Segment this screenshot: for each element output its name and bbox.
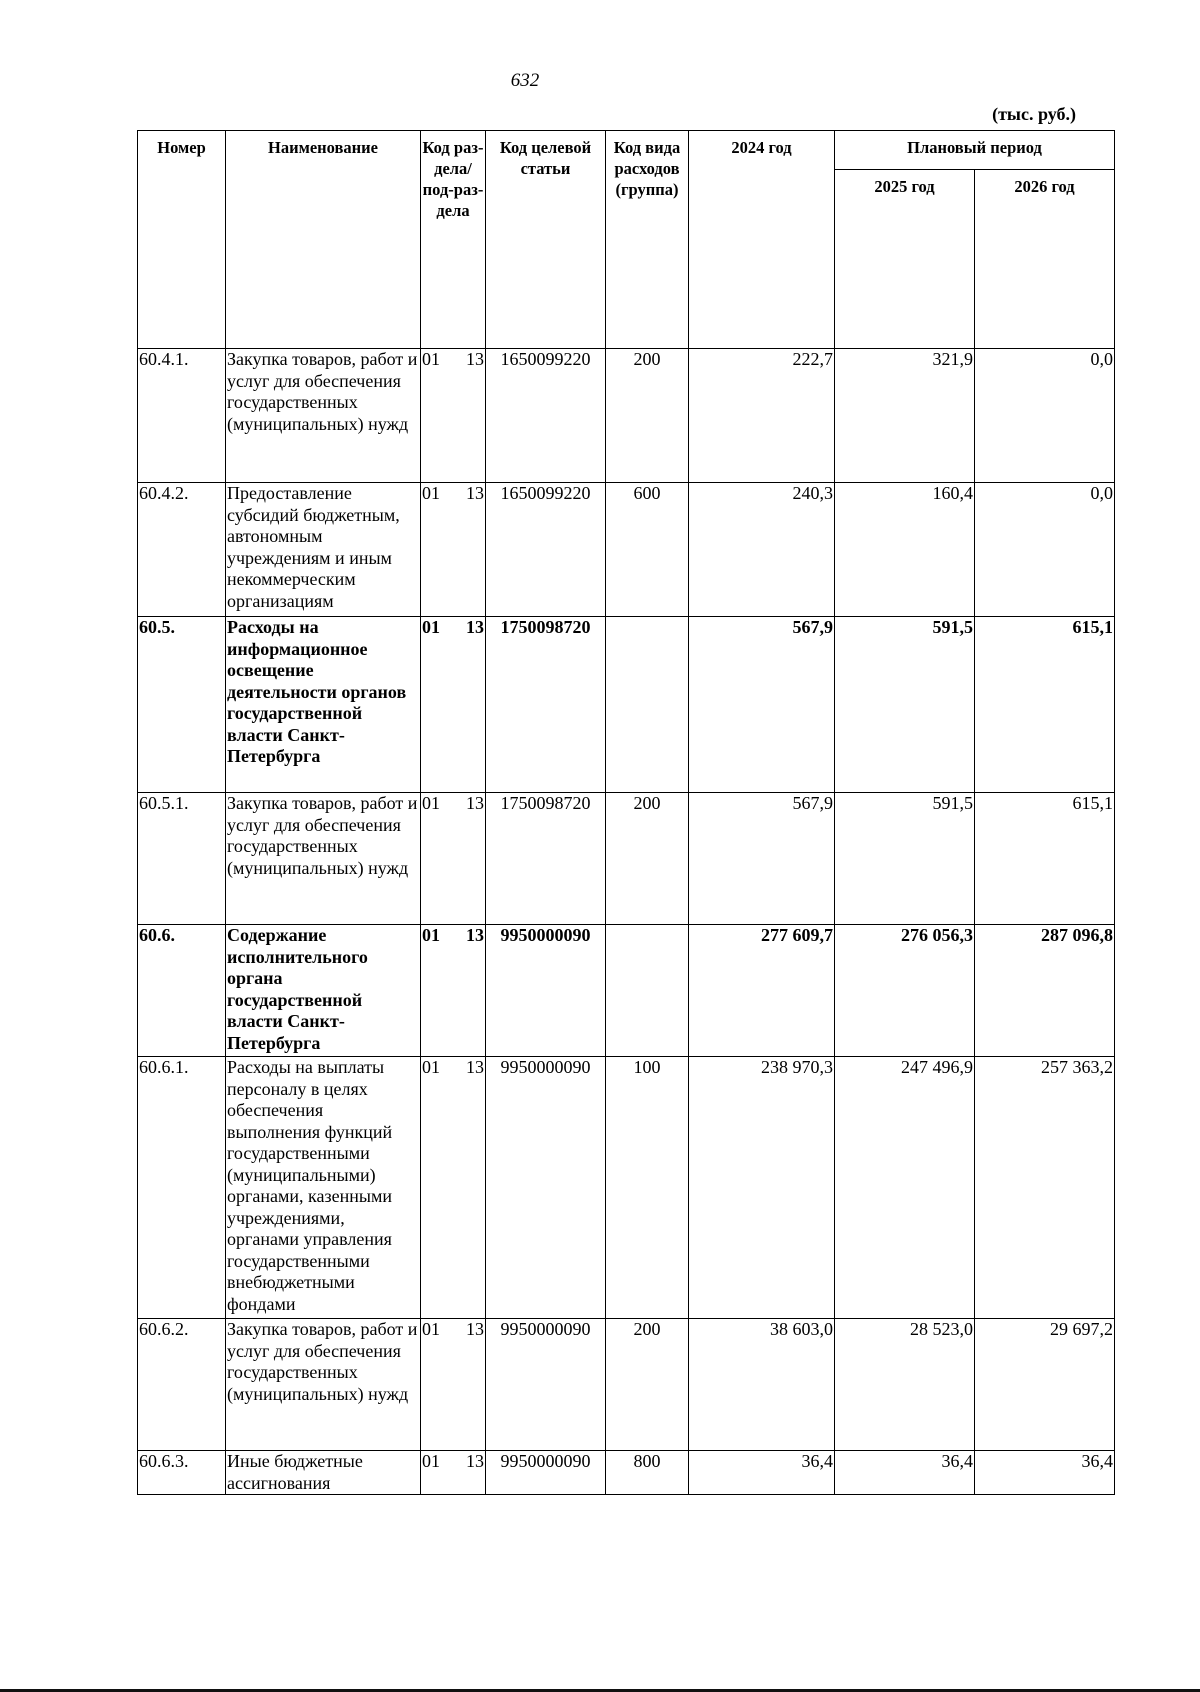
row-number: 60.4.2. (138, 483, 226, 617)
header-target-code: Код целевой статьи (486, 131, 606, 349)
row-target-code: 9950000090 (486, 925, 606, 1057)
row-amount-2026: 287 096,8 (975, 925, 1115, 1057)
row-amount-2026: 0,0 (975, 349, 1115, 483)
row-target-code: 1650099220 (486, 483, 606, 617)
row-subsection: 13 (466, 1319, 484, 1339)
row-amount-2025: 160,4 (835, 483, 975, 617)
row-amount-2025: 36,4 (835, 1451, 975, 1495)
header-2024: 2024 год (689, 131, 835, 349)
row-amount-2024: 36,4 (689, 1451, 835, 1495)
row-expense-group: 200 (606, 793, 689, 925)
row-name: Закупка товаров, работ и услуг для обеспечения государственных (муниципальных) нужд (226, 349, 421, 483)
row-section-code (421, 1451, 486, 1495)
row-number: 60.6.3. (138, 1451, 226, 1495)
table-row (138, 617, 1115, 793)
row-amount-2024: 277 609,7 (689, 925, 835, 1057)
table-row (138, 1319, 1115, 1451)
row-name: Расходы на информационное освещение деятельности органов государственной власти Санкт-Петербурга (226, 617, 421, 793)
row-target-code: 9950000090 (486, 1319, 606, 1451)
row-section: 01 (422, 1451, 440, 1471)
row-amount-2026: 29 697,2 (975, 1319, 1115, 1451)
table-row (138, 483, 1115, 617)
row-amount-2025: 321,9 (835, 349, 975, 483)
row-subsection: 13 (466, 1451, 484, 1471)
table-row (138, 925, 1115, 1057)
header-name: Наименование (226, 131, 421, 349)
row-section: 01 (422, 617, 440, 637)
row-expense-group: 200 (606, 349, 689, 483)
row-section-code (421, 483, 486, 617)
row-name: Иные бюджетные ассигнования (226, 1451, 421, 1495)
row-subsection: 13 (466, 349, 484, 369)
row-section: 01 (422, 1057, 440, 1077)
table-row (138, 793, 1115, 925)
row-subsection: 13 (466, 925, 484, 945)
row-section-code (421, 1057, 486, 1319)
row-number: 60.6.1. (138, 1057, 226, 1319)
units-label: (тыс. руб.) (992, 104, 1076, 124)
table-row (138, 1451, 1115, 1495)
header-2025: 2025 год (835, 170, 975, 349)
row-amount-2026: 36,4 (975, 1451, 1115, 1495)
row-section-code (421, 1319, 486, 1451)
row-amount-2025: 591,5 (835, 793, 975, 925)
row-amount-2025: 28 523,0 (835, 1319, 975, 1451)
row-amount-2024: 238 970,3 (689, 1057, 835, 1319)
row-subsection: 13 (466, 617, 484, 637)
row-amount-2026: 257 363,2 (975, 1057, 1115, 1319)
row-name: Содержание исполнительного органа государственной власти Санкт-Петербурга (226, 925, 421, 1057)
header-2026: 2026 год (975, 170, 1115, 349)
row-target-code: 1750098720 (486, 617, 606, 793)
budget-table (137, 130, 1115, 1495)
page-number: 632 (510, 70, 540, 91)
row-section: 01 (422, 1319, 440, 1339)
header-planned-period: Плановый период (835, 131, 1115, 170)
row-amount-2025: 276 056,3 (835, 925, 975, 1057)
row-amount-2025: 591,5 (835, 617, 975, 793)
row-target-code: 1750098720 (486, 793, 606, 925)
row-amount-2026: 615,1 (975, 617, 1115, 793)
row-amount-2024: 567,9 (689, 793, 835, 925)
row-number: 60.5. (138, 617, 226, 793)
row-section: 01 (422, 793, 440, 813)
row-expense-group: 600 (606, 483, 689, 617)
row-section-code (421, 617, 486, 793)
row-subsection: 13 (466, 1057, 484, 1077)
row-amount-2026: 0,0 (975, 483, 1115, 617)
row-amount-2026: 615,1 (975, 793, 1115, 925)
row-name: Закупка товаров, работ и услуг для обеспечения государственных (муниципальных) нужд (226, 793, 421, 925)
row-expense-group (606, 925, 689, 1057)
row-amount-2025: 247 496,9 (835, 1057, 975, 1319)
row-target-code: 1650099220 (486, 349, 606, 483)
row-name: Расходы на выплаты персоналу в целях обеспечения выполнения функций государственными (муниципальными) органами, казенными учреждениями, органами управления государственными внебюджетными фондами (226, 1057, 421, 1319)
row-section-code (421, 349, 486, 483)
row-expense-group: 200 (606, 1319, 689, 1451)
row-amount-2024: 240,3 (689, 483, 835, 617)
row-section: 01 (422, 349, 440, 369)
row-target-code: 9950000090 (486, 1057, 606, 1319)
row-amount-2024: 222,7 (689, 349, 835, 483)
row-name: Закупка товаров, работ и услуг для обеспечения государственных (муниципальных) нужд (226, 1319, 421, 1451)
header-section-code: Код раз-дела/ под-раз-дела (421, 131, 486, 349)
row-subsection: 13 (466, 793, 484, 813)
row-section: 01 (422, 925, 440, 945)
row-section-code (421, 793, 486, 925)
row-amount-2024: 38 603,0 (689, 1319, 835, 1451)
row-amount-2024: 567,9 (689, 617, 835, 793)
table-row (138, 1057, 1115, 1319)
row-number: 60.6. (138, 925, 226, 1057)
header-number: Номер (138, 131, 226, 349)
table-row (138, 349, 1115, 483)
row-section: 01 (422, 483, 440, 503)
row-expense-group: 100 (606, 1057, 689, 1319)
row-number: 60.5.1. (138, 793, 226, 925)
row-name: Предоставление субсидий бюджетным, автономным учреждениям и иным некоммерческим организациям (226, 483, 421, 617)
row-expense-group (606, 617, 689, 793)
row-target-code: 9950000090 (486, 1451, 606, 1495)
row-number: 60.4.1. (138, 349, 226, 483)
row-number: 60.6.2. (138, 1319, 226, 1451)
row-section-code (421, 925, 486, 1057)
header-expense-group: Код вида расходов (группа) (606, 131, 689, 349)
row-expense-group: 800 (606, 1451, 689, 1495)
row-subsection: 13 (466, 483, 484, 503)
